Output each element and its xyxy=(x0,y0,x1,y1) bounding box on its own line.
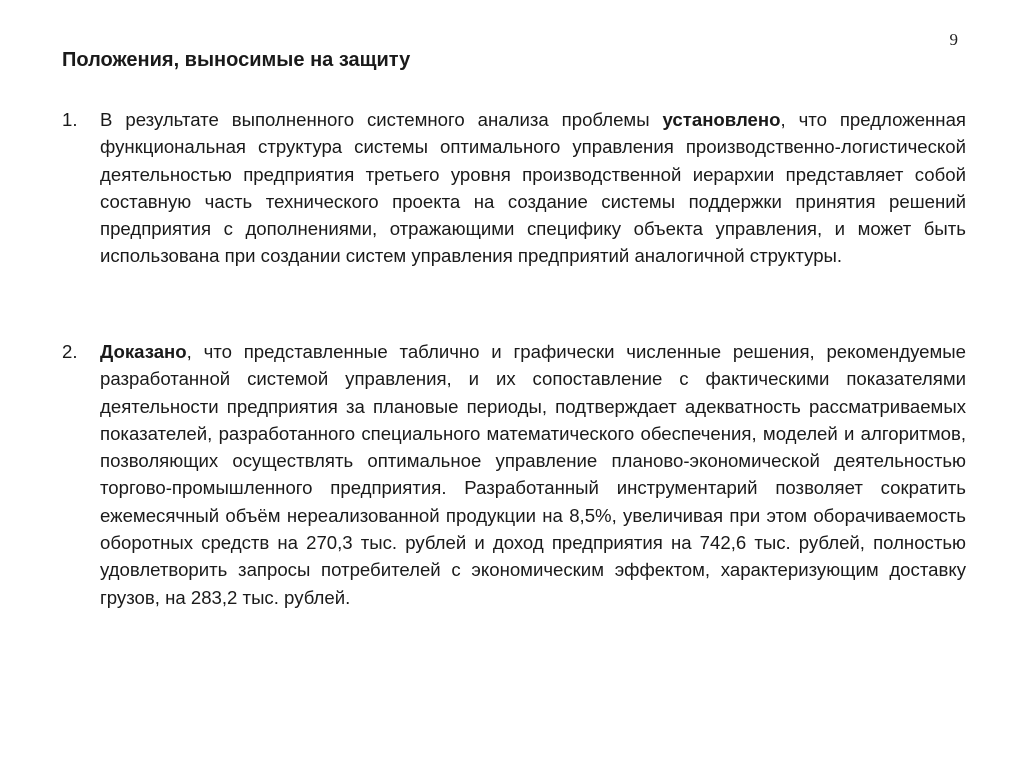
list-item-2 xyxy=(62,338,966,611)
item-emphasis-text: Доказано xyxy=(100,341,187,362)
item-rest-text: , что представленные таблично и графически численные решения, рекомендуемые разработанной системой управления, и их сопоставление с фактическими показателями деятельности предприятия за плановые периоды, подтверждает адекватность рассматриваемых показателей, разработанного специального математического обеспечения, моделей и алгоритмов, позволяющих осуществлять оптимальное управление планово-экономической деятельностью торгово-промышленного предприятия. Разработанный инструментарий позволяет сократить ежемесячный объём нереализованной продукции на 8,5%, увеличивая при этом оборачиваемость оборотных средств на 270,3 тыс. рублей и доход предприятия на 742,6 тыс. рублей, полностью удовлетворить запросы потребителей с экономическим эффектом, характеризующим доставку грузов, на 283,2 тыс. рублей. xyxy=(100,341,966,608)
item-emphasis-text: установлено xyxy=(662,109,781,130)
list-item-number: 1. xyxy=(62,109,78,130)
page-number: 9 xyxy=(949,30,958,49)
list-item-number: 2. xyxy=(62,341,78,362)
item-lead-text: В результате выполненного системного анализа проблемы xyxy=(100,109,663,130)
list-item-text xyxy=(100,106,966,270)
list-item-text xyxy=(100,338,966,611)
list-item-1 xyxy=(62,106,966,270)
slide-title: Положения, выносимые на защиту xyxy=(62,49,411,71)
item-rest-text: , что предложенная функциональная структура системы оптимального управления производственно-логистической деятельностью предприятия третьего уровня производственной иерархии представляет собой составную часть технического проекта на создание системы поддержки принятия решений предприятия с дополнениями, отражающими специфику объекта управления, и может быть использована при создании систем управления предприятий аналогичной структуры. xyxy=(100,109,966,267)
